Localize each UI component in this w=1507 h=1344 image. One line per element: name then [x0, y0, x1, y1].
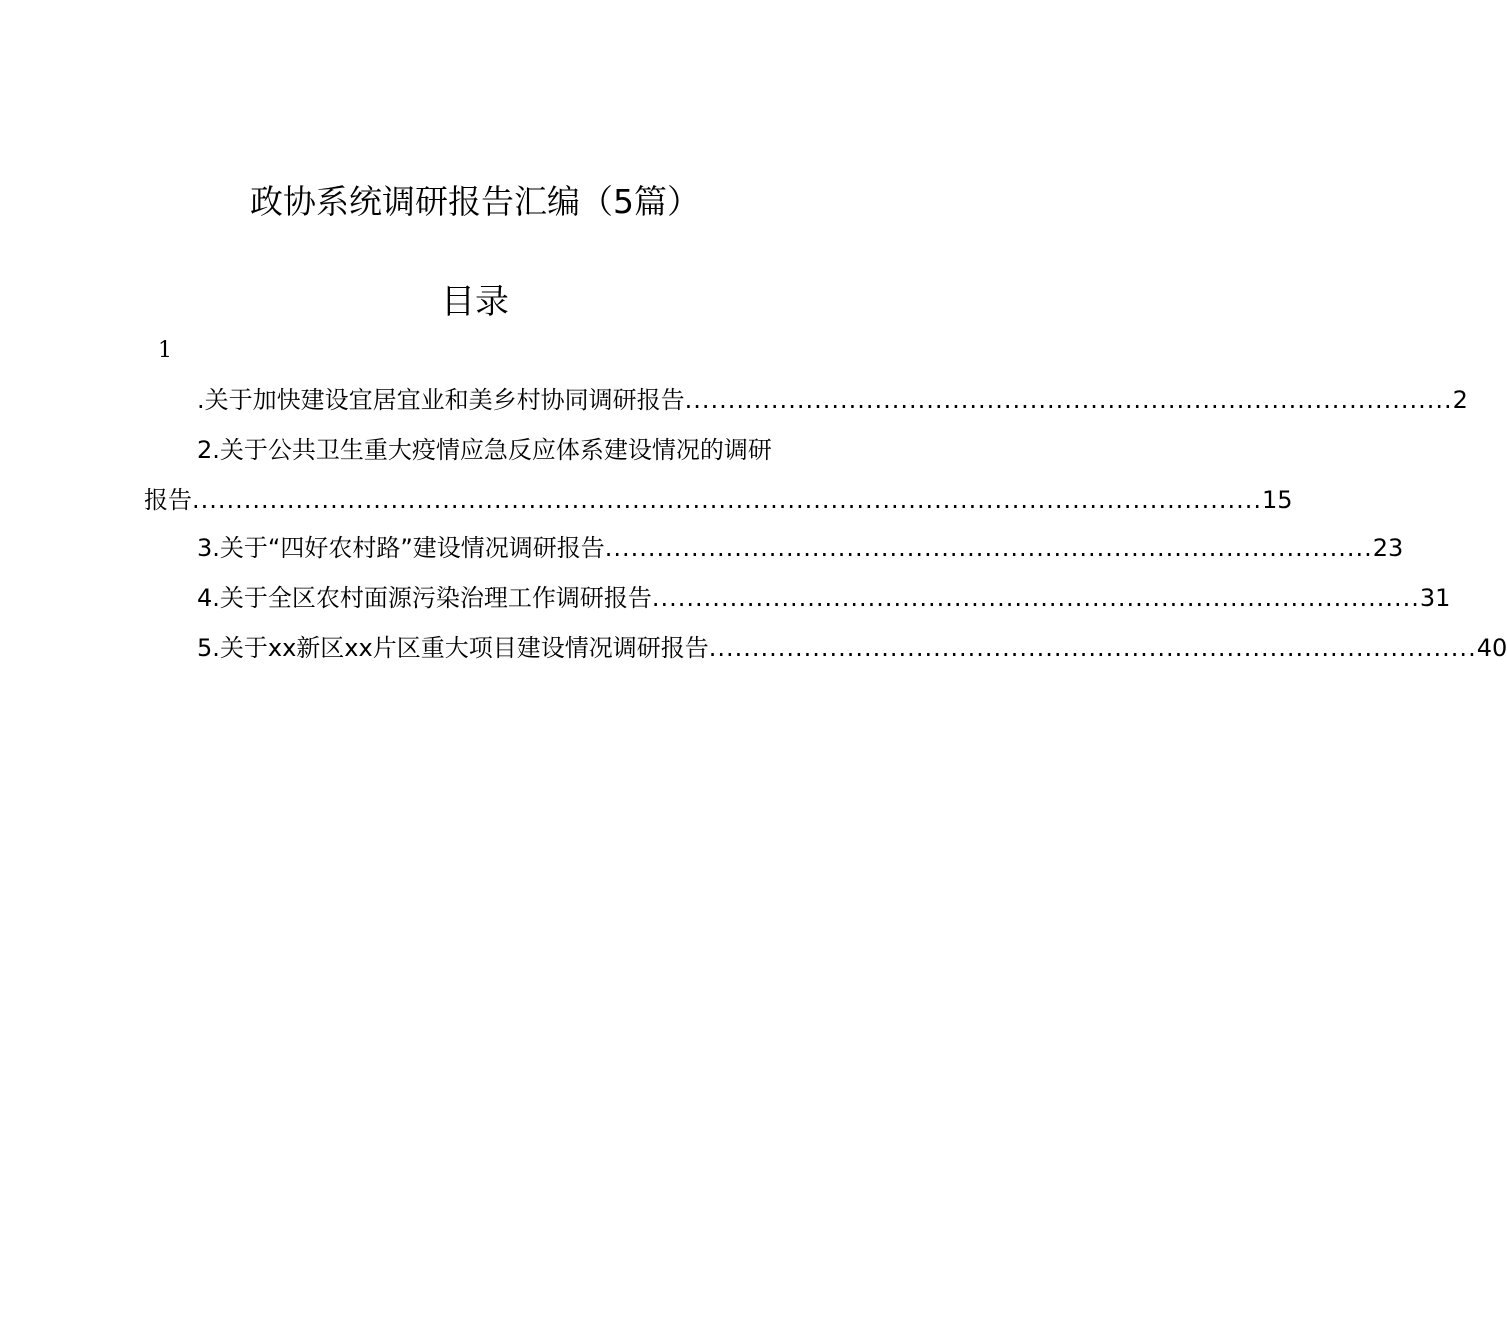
- toc-page-number: 15: [1261, 486, 1293, 514]
- toc-page-number: 40: [1476, 634, 1507, 662]
- toc-entry-5[interactable]: [144, 628, 1507, 668]
- stray-number: 1: [158, 338, 172, 363]
- toc-entry-label: 3.关于“四好农村路”建设情况调研报告: [197, 534, 605, 562]
- toc-leader-dots: .........................................................................................: [708, 634, 1477, 662]
- toc-heading: 目录: [441, 282, 509, 322]
- toc-page-number: 31: [1419, 584, 1451, 612]
- toc-leader-dots: ............................................................................................................................: [192, 486, 1262, 514]
- toc-page-number: 2: [1452, 386, 1468, 414]
- toc-entry-3[interactable]: [144, 528, 1404, 568]
- toc-entry-label: 5.关于xx新区xx片区重大项目建设情况调研报告: [197, 634, 709, 662]
- toc-entry-label: 2.关于公共卫生重大疫情应急反应体系建设情况的调研: [197, 436, 772, 464]
- toc-entry-label: .关于加快建设宜居宜业和美乡村协同调研报告: [197, 386, 685, 414]
- toc-page-number: 23: [1372, 534, 1404, 562]
- toc-leader-dots: .........................................................................................: [604, 534, 1373, 562]
- document-title: 政协系统调研报告汇编（5篇）: [250, 182, 700, 221]
- toc-entry-4[interactable]: [144, 578, 1451, 618]
- toc-leader-dots: .........................................................................................: [651, 584, 1420, 612]
- toc-entry-2-line-1[interactable]: [144, 430, 806, 470]
- toc-entry-label: 报告: [144, 486, 192, 514]
- toc-entry-1[interactable]: [144, 380, 1468, 420]
- toc-leader-dots: .........................................................................................: [684, 386, 1453, 414]
- toc-entry-2-line-2[interactable]: [144, 480, 1293, 520]
- toc-entry-label: 4.关于全区农村面源污染治理工作调研报告: [197, 584, 652, 612]
